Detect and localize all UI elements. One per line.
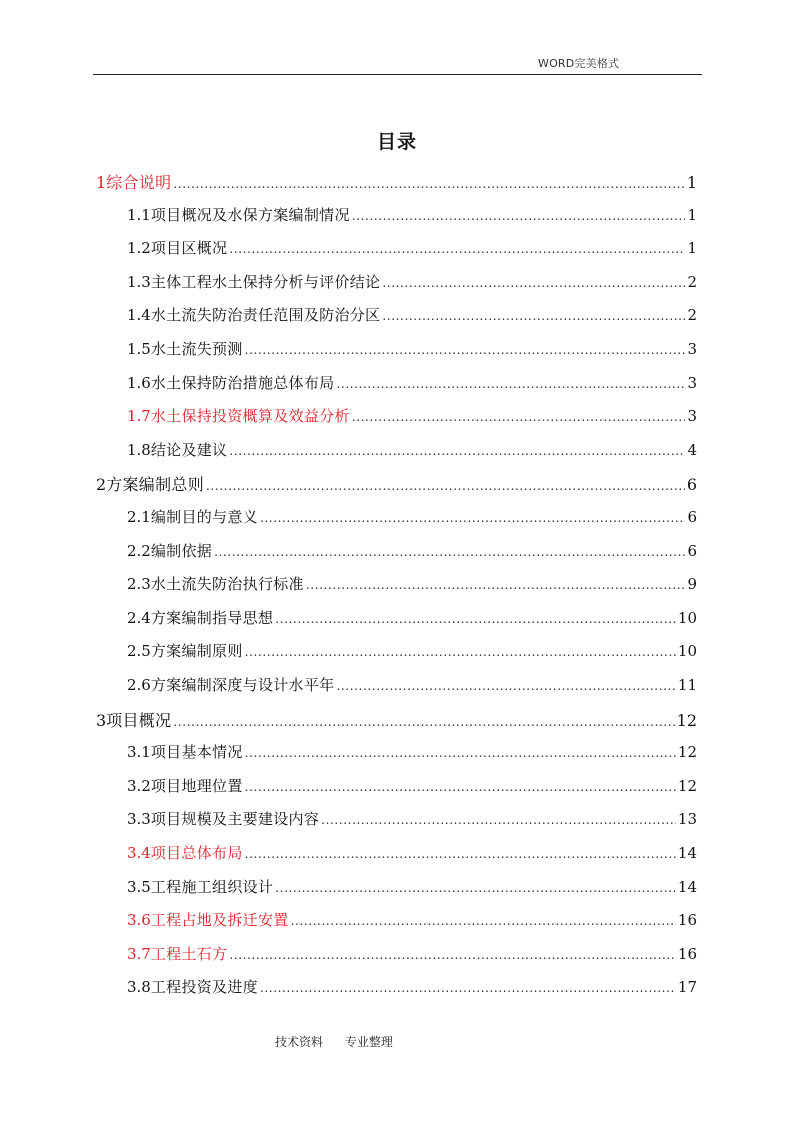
toc-entry-page: 1 <box>687 205 697 224</box>
toc-chapter-entry[interactable] <box>96 472 697 494</box>
dot-leader <box>229 242 685 256</box>
toc-section-entry[interactable] <box>127 271 697 291</box>
toc-entry-page: 1 <box>687 239 697 258</box>
footer-right-text: 专业整理 <box>344 1035 393 1049</box>
dot-leader <box>173 715 674 729</box>
toc-entry-number: 1.8 <box>127 440 151 459</box>
dot-leader <box>214 545 685 559</box>
dot-leader <box>336 377 685 391</box>
toc-section-entry[interactable] <box>127 607 697 627</box>
toc-section-entry[interactable] <box>127 405 697 425</box>
toc-section-entry[interactable] <box>127 372 697 392</box>
dot-leader <box>173 177 684 191</box>
page-footer <box>275 1033 393 1050</box>
toc-entry-title: 工程土石方 <box>150 944 228 963</box>
dot-leader <box>275 881 676 895</box>
toc-entry-number: 3.5 <box>127 877 151 896</box>
toc-entry-number: 1.4 <box>127 306 151 325</box>
dot-leader <box>245 780 676 794</box>
toc-entry-page: 13 <box>677 810 697 829</box>
dot-leader <box>245 847 676 861</box>
toc-entry-title: 项目基本情况 <box>150 743 243 762</box>
toc-entry-number: 1.5 <box>127 340 151 358</box>
toc-entry-title: 工程施工组织设计 <box>150 877 274 896</box>
toc-entry-title: 工程占地及拆迁安置 <box>150 911 289 930</box>
toc-entry-title: 综合说明 <box>106 173 172 192</box>
toc-entry-number: 1 <box>96 173 107 192</box>
dot-leader <box>260 511 685 525</box>
toc-section-entry[interactable] <box>127 506 697 526</box>
toc-entry-title: 项目地理位置 <box>150 776 243 795</box>
toc-entry-page: 3 <box>687 407 697 426</box>
toc-entry-number: 3.6 <box>127 911 151 930</box>
toc-section-entry[interactable] <box>127 237 697 257</box>
toc-section-entry[interactable] <box>127 573 697 593</box>
toc-section-entry[interactable] <box>127 640 697 660</box>
toc-title: 目录 <box>376 131 417 153</box>
toc-section-entry[interactable] <box>127 775 697 795</box>
toc-section-entry[interactable] <box>127 540 697 560</box>
toc-entry-title: 项目总体布局 <box>150 844 243 862</box>
toc-entry-number: 1.6 <box>127 373 151 392</box>
toc-entry-page: 12 <box>677 743 697 762</box>
toc-entry-title: 水土流失预测 <box>150 340 243 358</box>
toc-entry-title: 项目概况 <box>106 710 172 730</box>
toc-entry-title: 方案编制原则 <box>150 642 243 661</box>
dot-leader <box>260 981 676 995</box>
toc-entry-page: 6 <box>686 475 697 495</box>
toc-section-entry[interactable] <box>127 876 697 896</box>
toc-entry-number: 3.7 <box>127 944 151 963</box>
toc-entry-number: 1.1 <box>127 205 151 224</box>
toc-entry-page: 1 <box>686 173 697 192</box>
toc-entry-page: 17 <box>677 978 697 997</box>
dot-leader <box>245 746 676 760</box>
dot-leader <box>291 914 676 928</box>
dot-leader <box>229 444 685 458</box>
toc-entry-number: 1.3 <box>127 272 151 291</box>
toc-entry-page: 14 <box>677 844 697 862</box>
toc-entry-title: 项目规模及主要建设内容 <box>150 810 320 829</box>
toc-entry-page: 3 <box>687 373 697 392</box>
toc-section-entry[interactable] <box>127 674 697 694</box>
dot-leader <box>382 309 685 323</box>
dot-leader <box>306 578 686 592</box>
toc-entry-title: 方案编制指导思想 <box>150 608 274 627</box>
toc-entry-page: 9 <box>687 575 697 594</box>
toc-entry-page: 16 <box>677 944 697 963</box>
toc-entry-number: 1.7 <box>127 407 151 426</box>
toc-entry-page: 2 <box>687 272 697 291</box>
toc-section-entry[interactable] <box>127 842 697 862</box>
toc-entry-page: 10 <box>677 608 697 627</box>
toc-section-entry[interactable] <box>127 909 697 929</box>
toc-entry-number: 3.2 <box>127 776 151 795</box>
toc-entry-title: 水土流失防治责任范围及防治分区 <box>150 306 381 325</box>
toc-entry-page: 10 <box>677 642 697 661</box>
toc-section-entry[interactable] <box>127 741 697 761</box>
toc-chapter-entry[interactable] <box>96 708 697 730</box>
toc-chapter-entry[interactable] <box>96 170 697 192</box>
dot-leader <box>352 410 686 424</box>
toc-entry-page: 6 <box>687 508 697 526</box>
dot-leader <box>245 343 686 357</box>
toc-entry-number: 2 <box>96 475 107 495</box>
toc-entry-page: 16 <box>677 911 697 930</box>
dot-leader <box>336 679 675 693</box>
toc-entry-title: 水土流失防治执行标准 <box>150 575 304 594</box>
toc-entry-page: 6 <box>687 541 697 560</box>
toc-entry-number: 1.2 <box>127 239 151 258</box>
toc-entry-number: 3.3 <box>127 810 151 829</box>
dot-leader <box>382 276 685 290</box>
toc-entry-number: 2.3 <box>127 575 151 594</box>
toc-entry-page: 11 <box>677 676 697 694</box>
footer-left-text: 技术资料 <box>275 1035 324 1049</box>
toc-entry-page: 2 <box>687 306 697 325</box>
toc-section-entry[interactable] <box>127 943 697 963</box>
dot-leader <box>229 948 676 962</box>
toc-entry-number: 3.8 <box>127 978 151 997</box>
toc-entry-title: 项目区概况 <box>150 239 228 258</box>
toc-section-entry[interactable] <box>127 204 697 224</box>
toc-entry-title: 水土保持防治措施总体布局 <box>150 373 335 392</box>
toc-entry-page: 4 <box>687 440 697 459</box>
dot-leader <box>275 612 676 626</box>
toc-section-entry[interactable] <box>127 304 697 324</box>
toc-entry-title: 结论及建议 <box>150 440 228 459</box>
toc-section-entry[interactable] <box>127 439 697 459</box>
toc-entry-title: 编制依据 <box>150 541 213 560</box>
dot-leader <box>245 645 676 659</box>
toc-entry-title: 主体工程水土保持分析与评价结论 <box>150 272 381 291</box>
toc-entry-number: 2.4 <box>127 608 151 627</box>
toc-entry-title: 方案编制深度与设计水平年 <box>150 676 335 694</box>
toc-entry-number: 3.1 <box>127 743 151 762</box>
toc-entry-number: 2.5 <box>127 642 151 661</box>
toc-entry-title: 项目概况及水保方案编制情况 <box>150 205 350 224</box>
toc-entry-title: 工程投资及进度 <box>150 978 258 997</box>
dot-leader <box>352 209 686 223</box>
toc-entry-number: 2.6 <box>127 676 151 694</box>
toc-entry-title: 方案编制总则 <box>106 475 204 495</box>
dot-leader <box>321 813 676 827</box>
toc-section-entry[interactable] <box>127 338 697 358</box>
toc-entry-page: 14 <box>677 877 697 896</box>
toc-entry-page: 3 <box>687 340 697 358</box>
toc-entry-page: 12 <box>676 710 697 730</box>
toc-entry-title: 水土保持投资概算及效益分析 <box>150 407 350 426</box>
toc-section-entry[interactable] <box>127 976 697 996</box>
toc-entry-page: 12 <box>677 776 697 795</box>
toc-entry-number: 2.2 <box>127 541 151 560</box>
toc-entry-number: 3 <box>96 710 107 730</box>
dot-leader <box>206 479 685 493</box>
toc-section-entry[interactable] <box>127 808 697 828</box>
header-text: WORD完美格式 <box>538 57 620 70</box>
toc-entry-number: 2.1 <box>127 508 151 526</box>
toc-entry-title: 编制目的与意义 <box>150 508 258 526</box>
toc-entry-number: 3.4 <box>127 844 151 862</box>
